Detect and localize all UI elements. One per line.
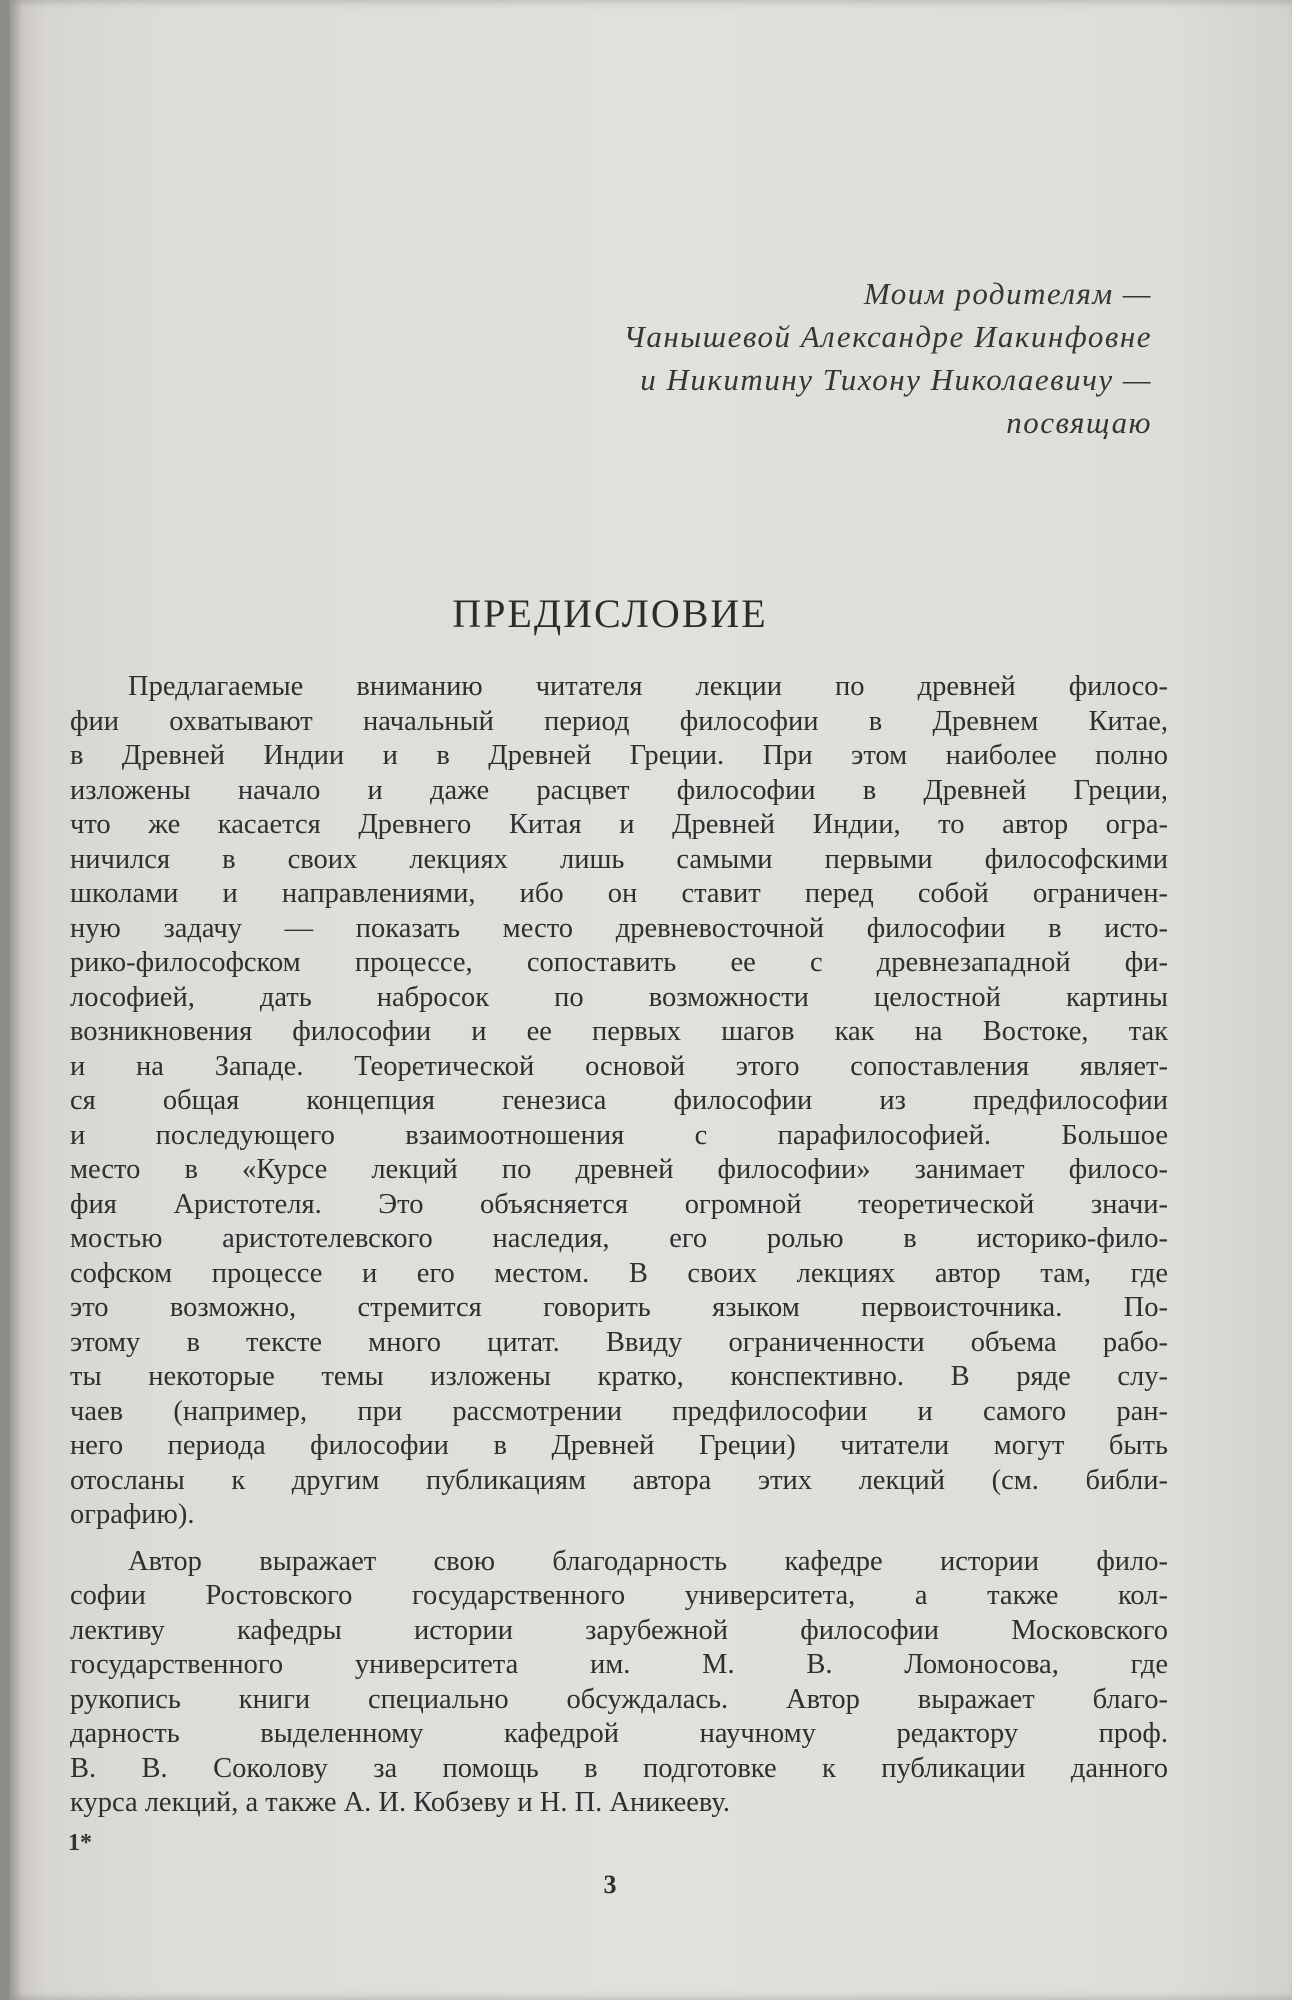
text-line: чаев (например, при рассмотрении предфилософии и самого ран- — [70, 1395, 1168, 1427]
text-line: изложены начало и даже расцвет философии в Древней Греции, — [70, 774, 1168, 806]
text-line: ничился в своих лекциях лишь самыми первыми философскими — [70, 843, 1168, 875]
text-line: В. В. Соколову за помощь в подготовке к публикации данного — [70, 1752, 1168, 1784]
text-line: школами и направлениями, ибо он ставит перед собой ограничен- — [70, 878, 1168, 909]
text-line: ся общая концепция генезиса философии из предфилософии — [70, 1085, 1168, 1116]
dedication-line: Моим родителям — — [863, 276, 1152, 311]
text-line: государственного университета им. М. В. Ломоносова, где — [70, 1649, 1168, 1680]
text-line: ты некоторые темы изложены кратко, конспективно. В ряде слу- — [70, 1361, 1168, 1392]
text-line: в Древней Индии и в Древней Греции. При этом наиболее полно — [70, 740, 1168, 771]
dedication — [624, 272, 1152, 444]
text-line: рукопись книги специально обсуждалась. Автор выражает благо- — [70, 1683, 1168, 1715]
text-line: лософией, дать набросок по возможности целостной картины — [70, 981, 1168, 1013]
preface-body — [70, 670, 1168, 1821]
text-line: место в «Курсе лекций по древней философии» занимает филосо- — [70, 1154, 1168, 1185]
text-line: рико-философском процессе, сопоставить ее с древнезападной фи- — [70, 947, 1168, 978]
text-line: фия Аристотеля. Это объясняется огромной теоретической значи- — [70, 1188, 1168, 1220]
dedication-line: и Никитину Тихону Николаевичу — — [640, 362, 1152, 397]
text-line: него периода философии в Древней Греции) читатели могут быть — [70, 1430, 1168, 1461]
page-number: 3 — [603, 1870, 617, 1899]
text-line: отосланы к другим публикациям автора этих лекций (см. библи- — [70, 1464, 1168, 1496]
text-line: что же касается Древнего Китая и Древней Индии, то автор огра- — [70, 809, 1168, 840]
text-line: фии охватывают начальный период философии в Древнем Китае, — [70, 705, 1168, 737]
book-page — [10, 0, 1292, 2000]
text-line: возникновения философии и ее первых шагов как на Востоке, так — [70, 1016, 1168, 1047]
text-line: курса лекций, а также А. И. Кобзеву и Н. П. Аникееву. — [70, 1787, 730, 1818]
text-line: софии Ростовского государственного университета, а также кол- — [70, 1580, 1168, 1611]
text-line: и на Западе. Теоретической основой этого сопоставления являет- — [70, 1050, 1168, 1082]
text-line: ную задачу — показать место древневосточной философии в исто- — [70, 912, 1168, 944]
dedication-line: Чанышевой Александре Иакинфовне — [623, 319, 1152, 354]
text-line: дарность выделенному кафедрой научному редактору проф. — [70, 1718, 1168, 1749]
text-line: ографию). — [70, 1499, 195, 1530]
signature-mark: 1* — [68, 1830, 92, 1856]
text-line: мостью аристотелевского наследия, его ролью в историко-фило- — [70, 1223, 1168, 1254]
text-line: лективу кафедры истории зарубежной философии Московского — [70, 1614, 1168, 1646]
text-line: Автор выражает свою благодарность кафедре истории фило- — [128, 1545, 1168, 1577]
section-heading: ПРЕДИСЛОВИЕ — [452, 591, 768, 636]
paragraph-2 — [70, 1545, 1168, 1821]
paragraph-1 — [70, 670, 1168, 1533]
text-line: это возможно, стремится говорить языком первоисточника. По- — [70, 1292, 1168, 1323]
text-line: Предлагаемые вниманию читателя лекции по древней филосо- — [128, 671, 1168, 702]
text-line: этому в тексте много цитат. Ввиду ограниченности объема рабо- — [70, 1326, 1168, 1358]
dedication-line: посвящаю — [1006, 405, 1152, 440]
text-line: и последующего взаимоотношения с парафилософией. Большое — [70, 1119, 1168, 1151]
text-line: софском процессе и его местом. В своих лекциях автор там, где — [70, 1257, 1168, 1289]
